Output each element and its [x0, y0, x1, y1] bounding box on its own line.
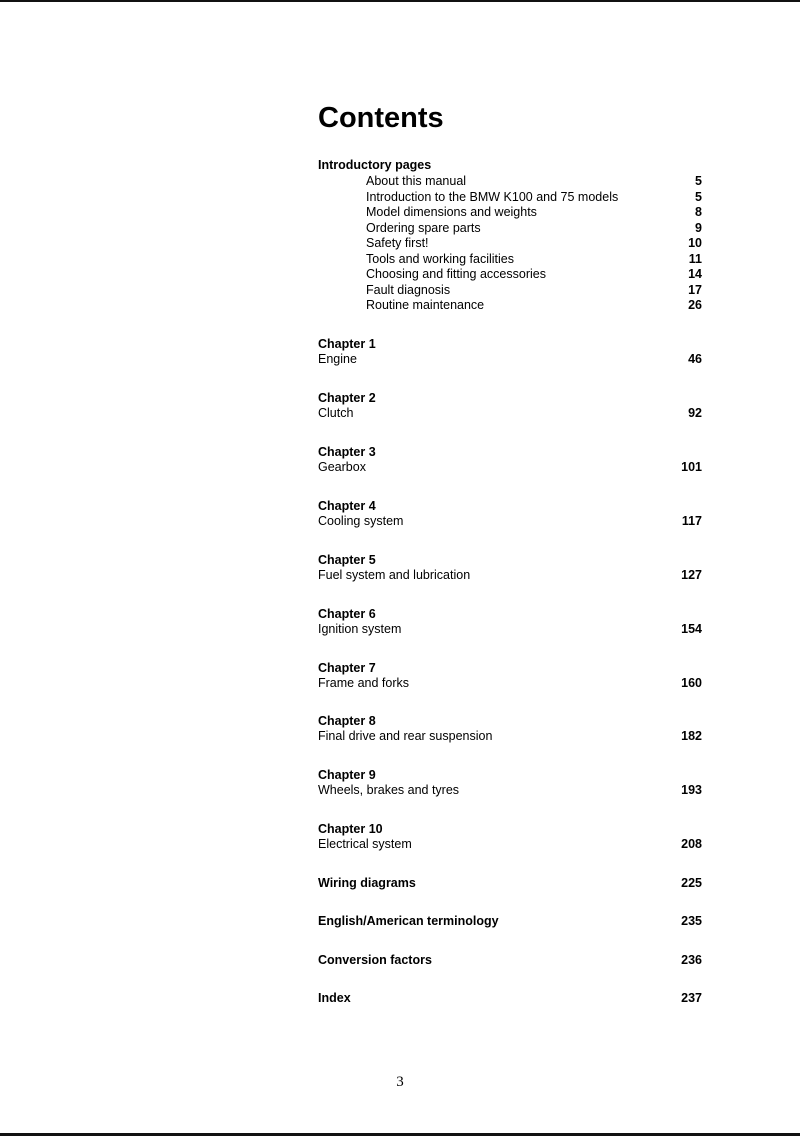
chapter-page: 117	[681, 514, 702, 528]
chapter-page: 208	[681, 837, 702, 851]
toc-entry-introduction[interactable]	[318, 190, 702, 206]
toc-entry-page: 14	[688, 267, 702, 281]
toc-entry-label: Ordering spare parts	[366, 220, 481, 235]
appendix-page: 236	[681, 953, 702, 967]
chapter-label: Fuel system and lubrication	[318, 568, 471, 582]
appendix-page: 235	[681, 914, 702, 928]
chapter-heading: Chapter 5	[318, 553, 376, 567]
chapter-label: Wheels, brakes and tyres	[318, 783, 460, 797]
toc-entry-page: 11	[688, 251, 702, 266]
page-title: Contents	[318, 102, 444, 134]
chapter-label: Frame and forks	[318, 676, 410, 690]
index-entry[interactable]	[318, 990, 702, 1006]
chapter-1-entry[interactable]	[318, 336, 702, 368]
toc-entry-page: 10	[688, 236, 702, 250]
appendix-label: Index	[318, 991, 351, 1005]
chapter-page: 154	[681, 622, 702, 636]
chapter-heading: Chapter 4	[318, 499, 376, 513]
introductory-list	[318, 174, 702, 314]
chapter-heading: Chapter 6	[318, 607, 376, 621]
toc-entry-page: 26	[688, 298, 702, 312]
chapter-page: 182	[681, 729, 702, 743]
toc-entry-label: Choosing and fitting accessories	[366, 267, 546, 281]
chapter-label: Engine	[318, 352, 357, 366]
chapter-5-entry[interactable]	[318, 552, 702, 584]
chapter-page: 46	[688, 352, 702, 366]
appendix-page: 237	[681, 991, 702, 1005]
chapter-page: 127	[681, 568, 702, 582]
chapter-page: 92	[688, 406, 702, 420]
chapter-page: 193	[681, 783, 702, 797]
appendix-label: English/American terminology	[318, 914, 499, 928]
toc-entry-page: 5	[695, 189, 702, 204]
toc-entry-about-manual[interactable]	[318, 174, 702, 190]
appendix-page: 225	[681, 876, 702, 890]
toc-entry-routine-maintenance[interactable]	[318, 298, 702, 314]
toc-entry-spare-parts[interactable]	[318, 221, 702, 237]
chapter-page: 101	[681, 460, 702, 474]
chapter-6-entry[interactable]	[318, 606, 702, 638]
toc-entry-page: 17	[688, 282, 702, 297]
chapter-label: Ignition system	[318, 622, 402, 636]
toc-entry-page: 5	[695, 174, 702, 188]
chapter-label: Final drive and rear suspension	[318, 729, 493, 743]
toc-entry-dimensions[interactable]	[318, 205, 702, 221]
toc-entry-tools[interactable]	[318, 252, 702, 268]
chapter-page: 160	[681, 676, 702, 690]
chapter-3-entry[interactable]	[318, 444, 702, 476]
toc-entry-page: 9	[695, 220, 702, 235]
toc-entry-label: Model dimensions and weights	[366, 205, 537, 219]
chapter-heading: Chapter 1	[318, 337, 376, 351]
chapter-label: Cooling system	[318, 514, 404, 528]
chapter-4-entry[interactable]	[318, 498, 702, 530]
page-number: 3	[396, 1074, 404, 1090]
chapter-7-entry[interactable]	[318, 660, 702, 692]
toc-entry-label: Safety first!	[366, 236, 429, 250]
chapter-8-entry[interactable]	[318, 713, 702, 745]
top-border	[0, 0, 800, 2]
toc-entry-label: Tools and working facilities	[366, 251, 514, 266]
toc-entry-label: Introduction to the BMW K100 and 75 models	[366, 189, 619, 204]
chapter-9-entry[interactable]	[318, 767, 702, 799]
toc-entry-fault-diagnosis[interactable]	[318, 283, 702, 299]
chapter-heading: Chapter 7	[318, 661, 376, 675]
terminology-entry[interactable]	[318, 913, 702, 929]
appendix-label: Wiring diagrams	[318, 876, 416, 890]
introductory-heading: Introductory pages	[318, 158, 432, 172]
chapter-heading: Chapter 2	[318, 391, 376, 405]
appendix-label: Conversion factors	[318, 953, 432, 967]
chapter-label: Electrical system	[318, 837, 412, 851]
toc-entry-page: 8	[695, 205, 702, 219]
toc-entry-safety[interactable]	[318, 236, 702, 252]
chapter-heading: Chapter 3	[318, 445, 376, 459]
toc-entry-label: About this manual	[366, 174, 467, 188]
chapter-2-entry[interactable]	[318, 390, 702, 422]
conversion-factors-entry[interactable]	[318, 952, 702, 968]
chapter-heading: Chapter 10	[318, 822, 383, 836]
toc-entry-accessories[interactable]	[318, 267, 702, 283]
chapter-label: Gearbox	[318, 460, 366, 474]
chapter-10-entry[interactable]	[318, 821, 702, 853]
toc-entry-label: Fault diagnosis	[366, 282, 451, 297]
toc-entry-label: Routine maintenance	[366, 298, 485, 312]
chapter-heading: Chapter 9	[318, 768, 376, 782]
wiring-diagrams-entry[interactable]	[318, 875, 702, 891]
chapter-label: Clutch	[318, 406, 354, 420]
chapter-heading: Chapter 8	[318, 714, 376, 728]
